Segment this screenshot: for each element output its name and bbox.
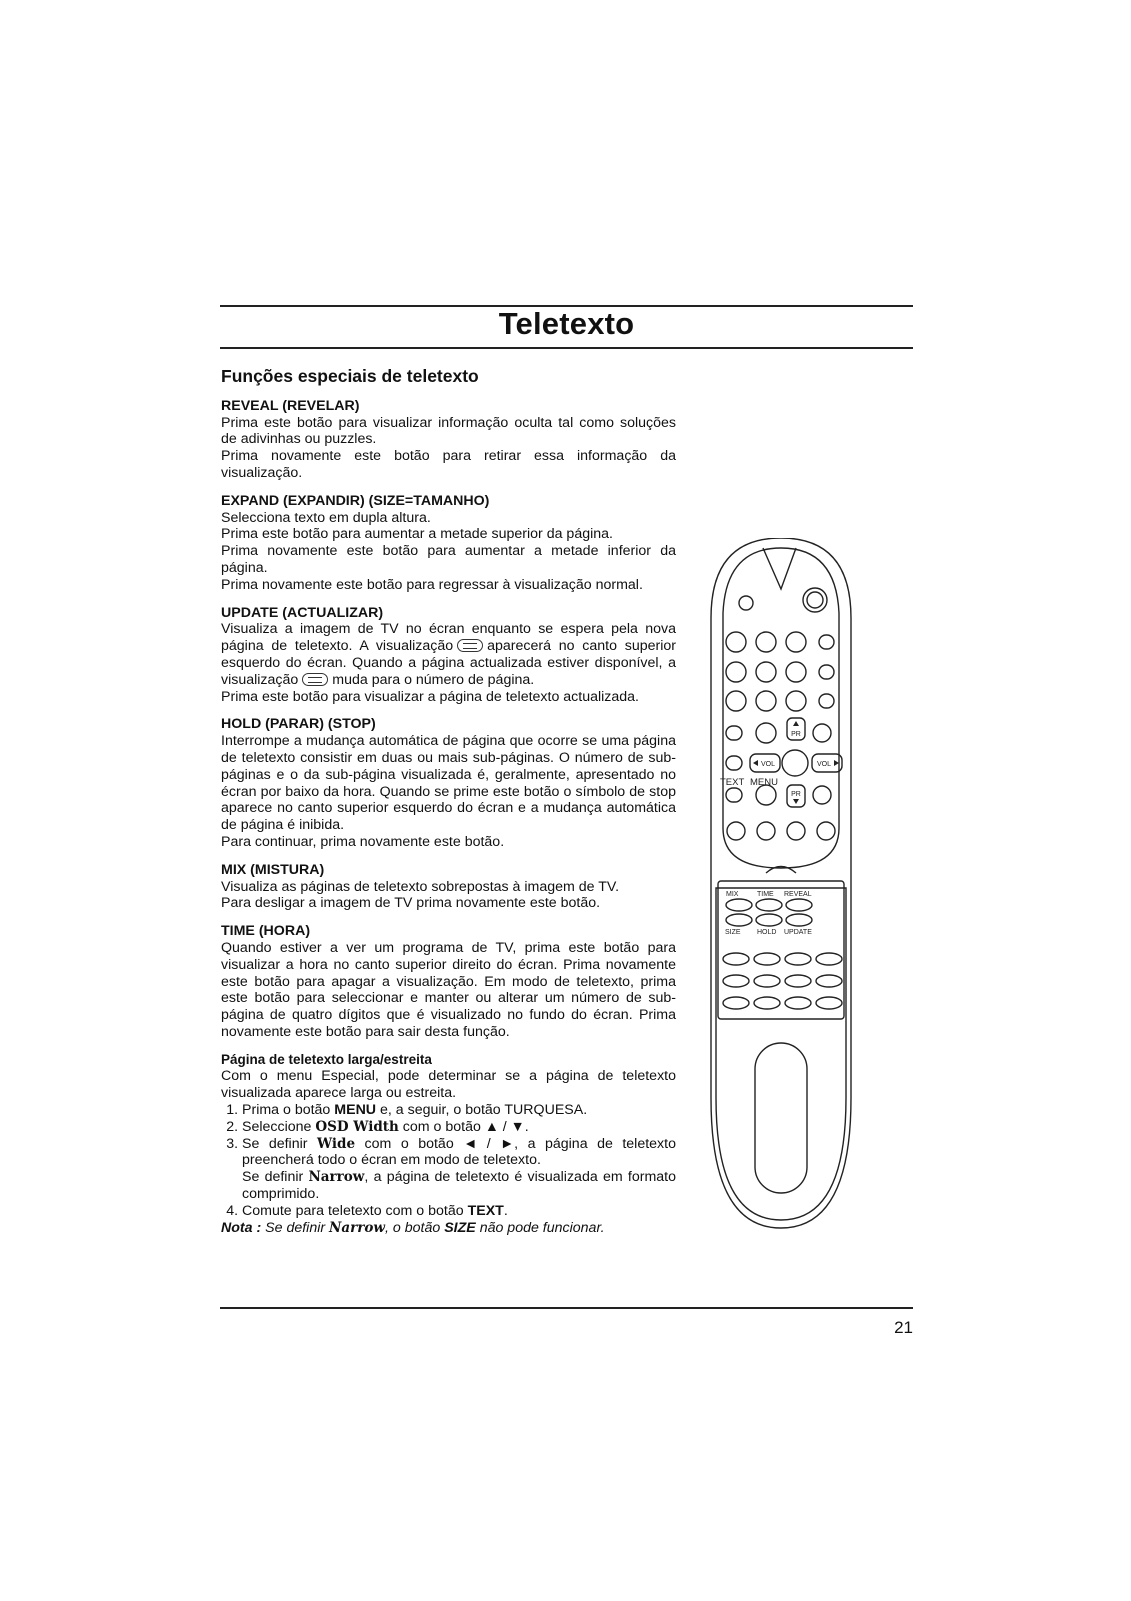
function-button-icon bbox=[816, 997, 842, 1009]
reveal-heading: REVEAL (REVELAR) bbox=[221, 397, 360, 414]
narrow-key: Narrow bbox=[308, 1169, 365, 1186]
small-key-icon bbox=[726, 788, 742, 802]
update-text-1b: aparecerá no canto superior esquerdo do écran. Quando a página actualizada estiver disponível, a visualização bbox=[221, 638, 676, 688]
expand-text-3: Prima novamente este botão para aumentar a metade inferior da página. bbox=[221, 543, 676, 576]
note bbox=[221, 1220, 676, 1237]
update-text-1c: muda para o número de página. bbox=[332, 671, 535, 688]
hold-label: HOLD bbox=[757, 929, 777, 936]
step-text: com o botão ◄ / ►, a página de teletexto preencherá todo o écran em modo de teletexto. bbox=[242, 1135, 676, 1169]
mix-text-1: Visualiza as páginas de teletexto sobrepostas à imagem de TV. bbox=[221, 878, 620, 895]
osd-width-key: OSD Width bbox=[315, 1118, 399, 1135]
down-arrow-icon bbox=[793, 799, 799, 804]
title-rule bbox=[220, 347, 913, 349]
digit-button-icon bbox=[786, 691, 806, 711]
function-button-icon bbox=[723, 997, 749, 1009]
size-key: SIZE bbox=[444, 1219, 476, 1236]
time-heading: TIME (HORA) bbox=[221, 923, 311, 940]
small-key-icon bbox=[726, 756, 742, 770]
pr-up-label: PR bbox=[791, 731, 801, 738]
wide-steps bbox=[221, 1102, 676, 1220]
text-key: TEXT bbox=[467, 1202, 504, 1219]
small-key-icon bbox=[726, 726, 742, 740]
function-button-icon bbox=[754, 997, 780, 1009]
hold-text-2: Para continuar, prima novamente este botão. bbox=[221, 833, 505, 850]
update-label: UPDATE bbox=[784, 929, 812, 936]
step-text: Prima o botão bbox=[242, 1102, 331, 1119]
function-button-icon bbox=[754, 975, 780, 987]
expand-text-4: Prima novamente este botão para regressar à visualização normal. bbox=[221, 576, 643, 593]
hold-heading: HOLD (PARAR) (STOP) bbox=[221, 716, 376, 733]
power-button-inner-icon bbox=[807, 592, 823, 608]
update-text-1 bbox=[221, 621, 676, 688]
round-button-icon bbox=[756, 723, 776, 743]
mix-label: MIX bbox=[726, 891, 739, 898]
time-text-1: Quando estiver a ver um programa de TV, prima este botão para visualizar a hora no canto superior direito do écran. Prima novamente este botão para apagar a visualização. Em modo de teletexto, prima este botão para seleccionar e manter ou alterar um número de sub-página de quatro dígitos que é visualizado no fundo do écran. Prima novamente este botão para sair desta função. bbox=[221, 939, 676, 1040]
update-heading: UPDATE (ACTUALIZAR) bbox=[221, 604, 384, 621]
ir-window bbox=[763, 548, 796, 589]
remote-lower-casing bbox=[716, 888, 846, 1220]
wide-step-2 bbox=[242, 1119, 676, 1136]
time-section bbox=[221, 923, 676, 1041]
function-button-icon bbox=[723, 975, 749, 987]
wide-step-3 bbox=[242, 1136, 676, 1203]
size-label: SIZE bbox=[725, 929, 741, 936]
round-button-icon bbox=[813, 786, 831, 804]
menu-key: MENU bbox=[334, 1102, 377, 1119]
function-button-icon bbox=[816, 975, 842, 987]
digit-button-icon bbox=[786, 662, 806, 682]
function-button-icon bbox=[785, 975, 811, 987]
step-text: Se definir bbox=[242, 1169, 304, 1186]
function-button-icon bbox=[754, 953, 780, 965]
wide-step-1 bbox=[242, 1102, 676, 1119]
update-button-icon bbox=[786, 914, 812, 926]
color-button-icon bbox=[727, 822, 745, 840]
expand-heading: EXPAND (EXPANDIR) (SIZE=TAMANHO) bbox=[221, 492, 490, 509]
pr-down-label: PR bbox=[791, 791, 801, 798]
digit-button-icon bbox=[756, 691, 776, 711]
vol-down-label: VOL bbox=[760, 761, 776, 768]
menu-button-icon bbox=[756, 785, 776, 805]
up-arrow-icon bbox=[793, 721, 799, 726]
page-number: 21 bbox=[894, 1318, 913, 1337]
step-text: e, a seguir, o botão TURQUESA. bbox=[380, 1102, 588, 1119]
digit-button-icon bbox=[726, 691, 746, 711]
update-section bbox=[221, 605, 676, 706]
small-key-icon bbox=[819, 694, 834, 708]
step-text: Comute para teletexto com o botão bbox=[242, 1202, 464, 1219]
note-text: não pode funcionar. bbox=[479, 1219, 605, 1236]
note-text: Se definir bbox=[265, 1219, 326, 1236]
note-label: Nota : bbox=[221, 1219, 262, 1236]
right-arrow-icon bbox=[834, 760, 839, 766]
function-button-icon bbox=[785, 953, 811, 965]
remote-control-illustration bbox=[706, 538, 856, 1238]
text-button-label: TEXT bbox=[720, 777, 745, 788]
hold-text-1: Interrompe a mudança automática de página que ocorre se uma página de teletexto consistir em duas ou mais sub-páginas. O número de sub-páginas e o da sub-página visualizada é, geralmente, apresentado no écran por baixo da hora. Quando se prime este botão o símbolo de stop aparece no canto superior esquerdo do écran e a mudança automática de página é inibida. bbox=[221, 733, 676, 834]
bottom-rule bbox=[220, 1307, 913, 1309]
hold-section bbox=[221, 716, 676, 850]
main-content bbox=[221, 368, 676, 1247]
reveal-section bbox=[221, 398, 676, 482]
teletext-page-icon bbox=[457, 639, 483, 652]
mix-heading: MIX (MISTURA) bbox=[221, 861, 325, 878]
color-button-icon bbox=[757, 822, 775, 840]
digit-button-icon bbox=[756, 632, 776, 652]
digit-button-icon bbox=[726, 632, 746, 652]
update-text-1a: Visualiza a imagem de TV no écran enquanto se espera pela nova página de teletexto. A visualização bbox=[221, 621, 676, 655]
time-label: TIME bbox=[757, 891, 774, 898]
note-text: , o botão bbox=[385, 1219, 441, 1236]
hold-button-icon bbox=[756, 914, 782, 926]
time-button-icon bbox=[756, 899, 782, 911]
function-button-icon bbox=[785, 997, 811, 1009]
wide-step-4 bbox=[242, 1203, 676, 1220]
wide-key: Wide bbox=[316, 1135, 356, 1152]
step-text: com o botão ▲ / ▼. bbox=[402, 1118, 529, 1135]
expand-text-1: Selecciona texto em dupla altura. bbox=[221, 509, 431, 526]
reveal-text-1: Prima este botão para visualizar informação oculta tal como soluções de adivinhas ou puzzles. bbox=[221, 414, 676, 448]
tv-button-icon bbox=[739, 596, 753, 610]
remote-outline bbox=[711, 538, 851, 1228]
battery-cover bbox=[755, 1043, 807, 1193]
function-button-icon bbox=[723, 953, 749, 965]
wide-heading: Página de teletexto larga/estreita bbox=[221, 1051, 432, 1067]
mix-text-2: Para desligar a imagem de TV prima novamente este botão. bbox=[221, 895, 601, 912]
color-button-icon bbox=[787, 822, 805, 840]
ok-button-icon bbox=[782, 750, 808, 776]
step-text: , a página de teletexto é visualizada em formato comprimido. bbox=[242, 1169, 676, 1203]
mix-section bbox=[221, 862, 676, 912]
expand-text-2: Prima este botão para aumentar a metade superior da página. bbox=[221, 526, 613, 543]
function-button-icon bbox=[816, 953, 842, 965]
color-button-icon bbox=[817, 822, 835, 840]
wide-section bbox=[221, 1052, 676, 1237]
teletext-page-icon bbox=[302, 673, 328, 686]
page-title: Teletexto bbox=[498, 306, 635, 341]
reveal-label: REVEAL bbox=[784, 891, 812, 898]
reveal-button-icon bbox=[786, 899, 812, 911]
digit-button-icon bbox=[726, 662, 746, 682]
section-title: Funções especiais de teletexto bbox=[221, 366, 479, 386]
left-arrow-icon bbox=[753, 760, 758, 766]
step-text: Se definir bbox=[242, 1135, 308, 1152]
mix-button-icon bbox=[726, 899, 752, 911]
update-text-2: Prima este botão para visualizar a página de teletexto actualizada. bbox=[221, 688, 639, 705]
expand-section bbox=[221, 493, 676, 594]
wide-intro: Com o menu Especial, pode determinar se a página de teletexto visualizada aparece larga ou estreita. bbox=[221, 1068, 676, 1102]
vol-up-label: VOL bbox=[816, 761, 832, 768]
digit-button-icon bbox=[786, 632, 806, 652]
reveal-text-2: Prima novamente este botão para retirar essa informação da visualização. bbox=[221, 448, 676, 481]
size-button-icon bbox=[726, 914, 752, 926]
small-key-icon bbox=[819, 635, 834, 649]
step-text: . bbox=[503, 1202, 508, 1219]
round-button-icon bbox=[813, 724, 831, 742]
step-text: Seleccione bbox=[242, 1118, 312, 1135]
narrow-key: Narrow bbox=[329, 1219, 385, 1236]
menu-button-label: MENU bbox=[750, 777, 778, 788]
small-key-icon bbox=[819, 665, 834, 679]
digit-button-icon bbox=[756, 662, 776, 682]
